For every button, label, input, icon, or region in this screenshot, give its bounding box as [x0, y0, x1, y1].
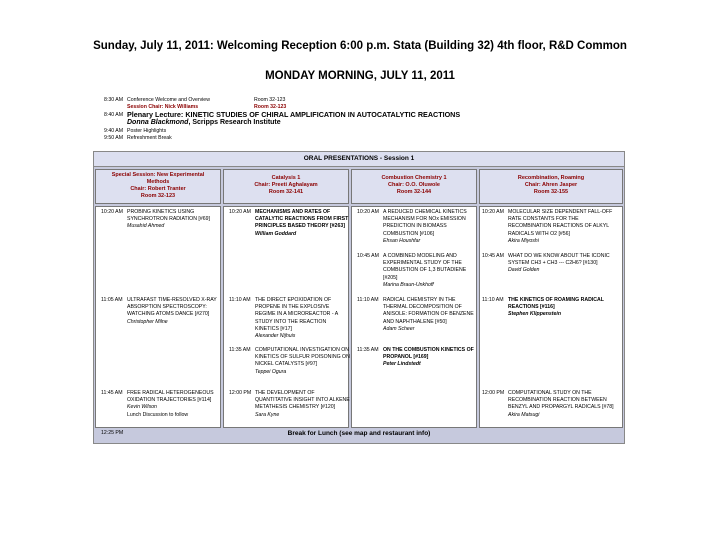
- plenary-affiliation: , Scripps Research Institute: [188, 119, 281, 126]
- talk-author: Marina Braun-Unkhoff: [383, 281, 434, 288]
- column-header-line: Room 32-155: [533, 189, 569, 195]
- column-header-line: Chair: Robert Tranter: [130, 186, 186, 192]
- agenda-desc: Conference Welcome and Overview: [127, 97, 210, 103]
- talk-author: Akira Miyoshi: [508, 237, 539, 244]
- column-header-line: Methods: [146, 179, 170, 185]
- talk-time: 11:10 AM: [357, 297, 379, 303]
- talk-author: Adam Scheer: [383, 325, 415, 332]
- column-header-line: Recombination, Roaming: [517, 175, 585, 181]
- talk-title: COMPUTATIONAL INVESTIGATION ON KINETICS OF SULFUR POISONING ON NICKEL CATALYSTS [#97]: [255, 347, 350, 368]
- talk-author: Teppei Ogura: [255, 368, 287, 375]
- talk-author: Christopher Milne: [127, 318, 168, 325]
- agenda-time: 9:50 AM: [104, 135, 124, 141]
- agenda-desc: Poster Highlights: [127, 128, 167, 134]
- talk-time: 11:35 AM: [229, 347, 251, 353]
- lunch-break-label: Break for Lunch (see map and restaurant info): [287, 430, 431, 437]
- agenda-row: [104, 97, 720, 104]
- agenda-row: [104, 128, 720, 135]
- talk-time: 10:20 AM: [357, 209, 379, 215]
- talk-title: MECHANISMS AND RATES OF CATALYTIC REACTIONS FROM FIRST PRINCIPLES BASED THEORY [#263]: [255, 209, 349, 230]
- talk-title: THE DEVELOPMENT OF QUANTITATIVE INSIGHT INTO ALKENE METATHESIS CHEMISTRY [#120]: [255, 390, 350, 411]
- plenary-speaker: Donna Blackmond: [127, 119, 189, 126]
- plenary-speaker-row: [104, 119, 720, 128]
- agenda-time: 8:30 AM: [104, 97, 124, 103]
- talk-time: 10:45 AM: [357, 253, 379, 259]
- column-header-combustion: [351, 169, 477, 204]
- talk-time: 11:10 AM: [229, 297, 251, 303]
- talk-title: COMPUTATIONAL STUDY ON THE RECOMBINATION REACTION BETWEEN BENZYL AND PROPARGYL RADICALS [#78]: [508, 390, 614, 411]
- talk-time: 10:20 AM: [229, 209, 251, 215]
- talk-title: ULTRAFAST TIME-RESOLVED X-RAY ABSORPTION SPECTROSCOPY: WATCHING ATOMS DANCE [#270]: [127, 297, 217, 318]
- session-chair: Session Chair: Nick Williams: [127, 104, 199, 110]
- talk-author: Akira Matsugi: [508, 411, 540, 418]
- column-header-recombination: [479, 169, 623, 204]
- talk-author: William Goddard: [255, 230, 297, 237]
- talk-time: 12:00 PM: [482, 390, 505, 396]
- column-header-catalysis: [223, 169, 349, 204]
- plenary-title: Plenary Lecture: KINETIC STUDIES OF CHIRAL AMPLIFICATION IN AUTOCATALYTIC REACTIONS: [127, 110, 461, 119]
- reception-heading: Sunday, July 11, 2011: Welcoming Reception 6:00 p.m. Stata (Building 32) 4th floor, R&D Common: [93, 40, 627, 52]
- talk-time: 10:20 AM: [482, 209, 504, 215]
- talk-title: A COMBINED MODELING AND EXPERIMENTAL STUDY OF THE COMBUSTION OF 1,3 BUTADIENE [#205]: [383, 253, 467, 281]
- talk-title: A REDUCED CHEMICAL KINETICS MECHANISM FOR NOx EMISSION PREDICTION IN BIOMASS COMBUSTION [#106]: [383, 209, 467, 237]
- column-header-line: Combustion Chemistry 1: [381, 175, 447, 181]
- talk-time: 12:00 PM: [229, 390, 252, 396]
- talk-title: FREE RADICAL HETEROGENEOUS OXIDATION TRAJECTORIES [#114]: [127, 390, 214, 404]
- column-header-line: Room 32-141: [268, 189, 304, 195]
- column-header-line: Special Session: New Experimental: [111, 172, 205, 178]
- talk-time: 11:45 AM: [101, 390, 123, 396]
- talk-title: RADICAL CHEMISTRY IN THE THERMAL DECOMPOSITION OF ANISOLE: FORMATION OF BENZENE AND NAPHTHALENE [#50]: [383, 297, 474, 325]
- talk-title: THE KINETICS OF ROAMING RADICAL REACTIONS [#116]: [508, 297, 604, 311]
- column-header-line: Room 32-123: [140, 193, 176, 199]
- day-heading: MONDAY MORNING, JULY 11, 2011: [265, 70, 455, 82]
- column-header-line: Chair: Ahren Jasper: [524, 182, 578, 188]
- talk-title: PROBING KINETICS USING SYNCHROTRON RADIATION [#69]: [127, 209, 210, 223]
- talk-author: Kevin Wilson: [127, 404, 157, 411]
- column-header-special-session: [95, 169, 221, 204]
- column-header-line: Catalysis 1: [271, 175, 301, 181]
- agenda-room: Room 32-123: [254, 97, 286, 103]
- agenda-desc: Refreshment Break: [127, 135, 172, 141]
- agenda-row: [104, 135, 720, 142]
- talk-author: Musahid Ahmed: [127, 223, 165, 230]
- column-header-line: Chair: Preeti Aghalayam: [254, 182, 318, 188]
- talk-note: Lunch Discussion to follow: [127, 411, 189, 418]
- oral-presentations-title: ORAL PRESENTATIONS - Session 1: [93, 151, 625, 167]
- lunch-time: 12:25 PM: [101, 430, 124, 436]
- talk-time: 10:20 AM: [101, 209, 123, 215]
- talk-title: THE DIRECT EPOXIDATION OF PROPENE IN THE EXPLOSIVE REGIME IN A MICROREACTOR - A STUDY INTO THE REACTION KINETICS [#17]: [255, 297, 338, 332]
- column-header-line: Chair: O.O. Oluwole: [388, 182, 440, 188]
- talk-time: 11:10 AM: [482, 297, 504, 303]
- plenary-row: [104, 111, 720, 119]
- talk-author: Ehsan Houshfar: [383, 237, 421, 244]
- plenary-time: 8:40 AM: [104, 112, 124, 118]
- talk-title: MOLECULAR SIZE DEPENDENT FALL-OFF RATE CONSTANTS FOR THE RECOMBINATION REACTIONS OF ALKYL RADICALS WITH O2 [#56]: [508, 209, 613, 237]
- morning-agenda: [104, 97, 720, 142]
- talk-title: ON THE COMBUSTION KINETICS OF PROPANOL [#169]: [383, 347, 474, 361]
- talk-author: Sara Kyne: [255, 411, 280, 418]
- column-header-line: Room 32-144: [396, 189, 432, 195]
- agenda-time: 9:40 AM: [104, 128, 124, 134]
- talk-author: David Golden: [508, 267, 540, 274]
- talk-author: Peter Lindstedt: [383, 361, 421, 368]
- agenda-room: Room 32-123: [254, 104, 287, 110]
- talk-time: 11:35 AM: [357, 347, 379, 353]
- talk-author: Alexander Nijhuis: [255, 333, 296, 340]
- talk-title: WHAT DO WE KNOW ABOUT THE ICONIC SYSTEM CH3 + CH3 --- C2H6? [#130]: [508, 253, 610, 267]
- talk-time: 10:45 AM: [482, 253, 504, 259]
- talk-author: Stephen Klippenstein: [508, 311, 562, 318]
- talk-time: 11:05 AM: [101, 297, 123, 303]
